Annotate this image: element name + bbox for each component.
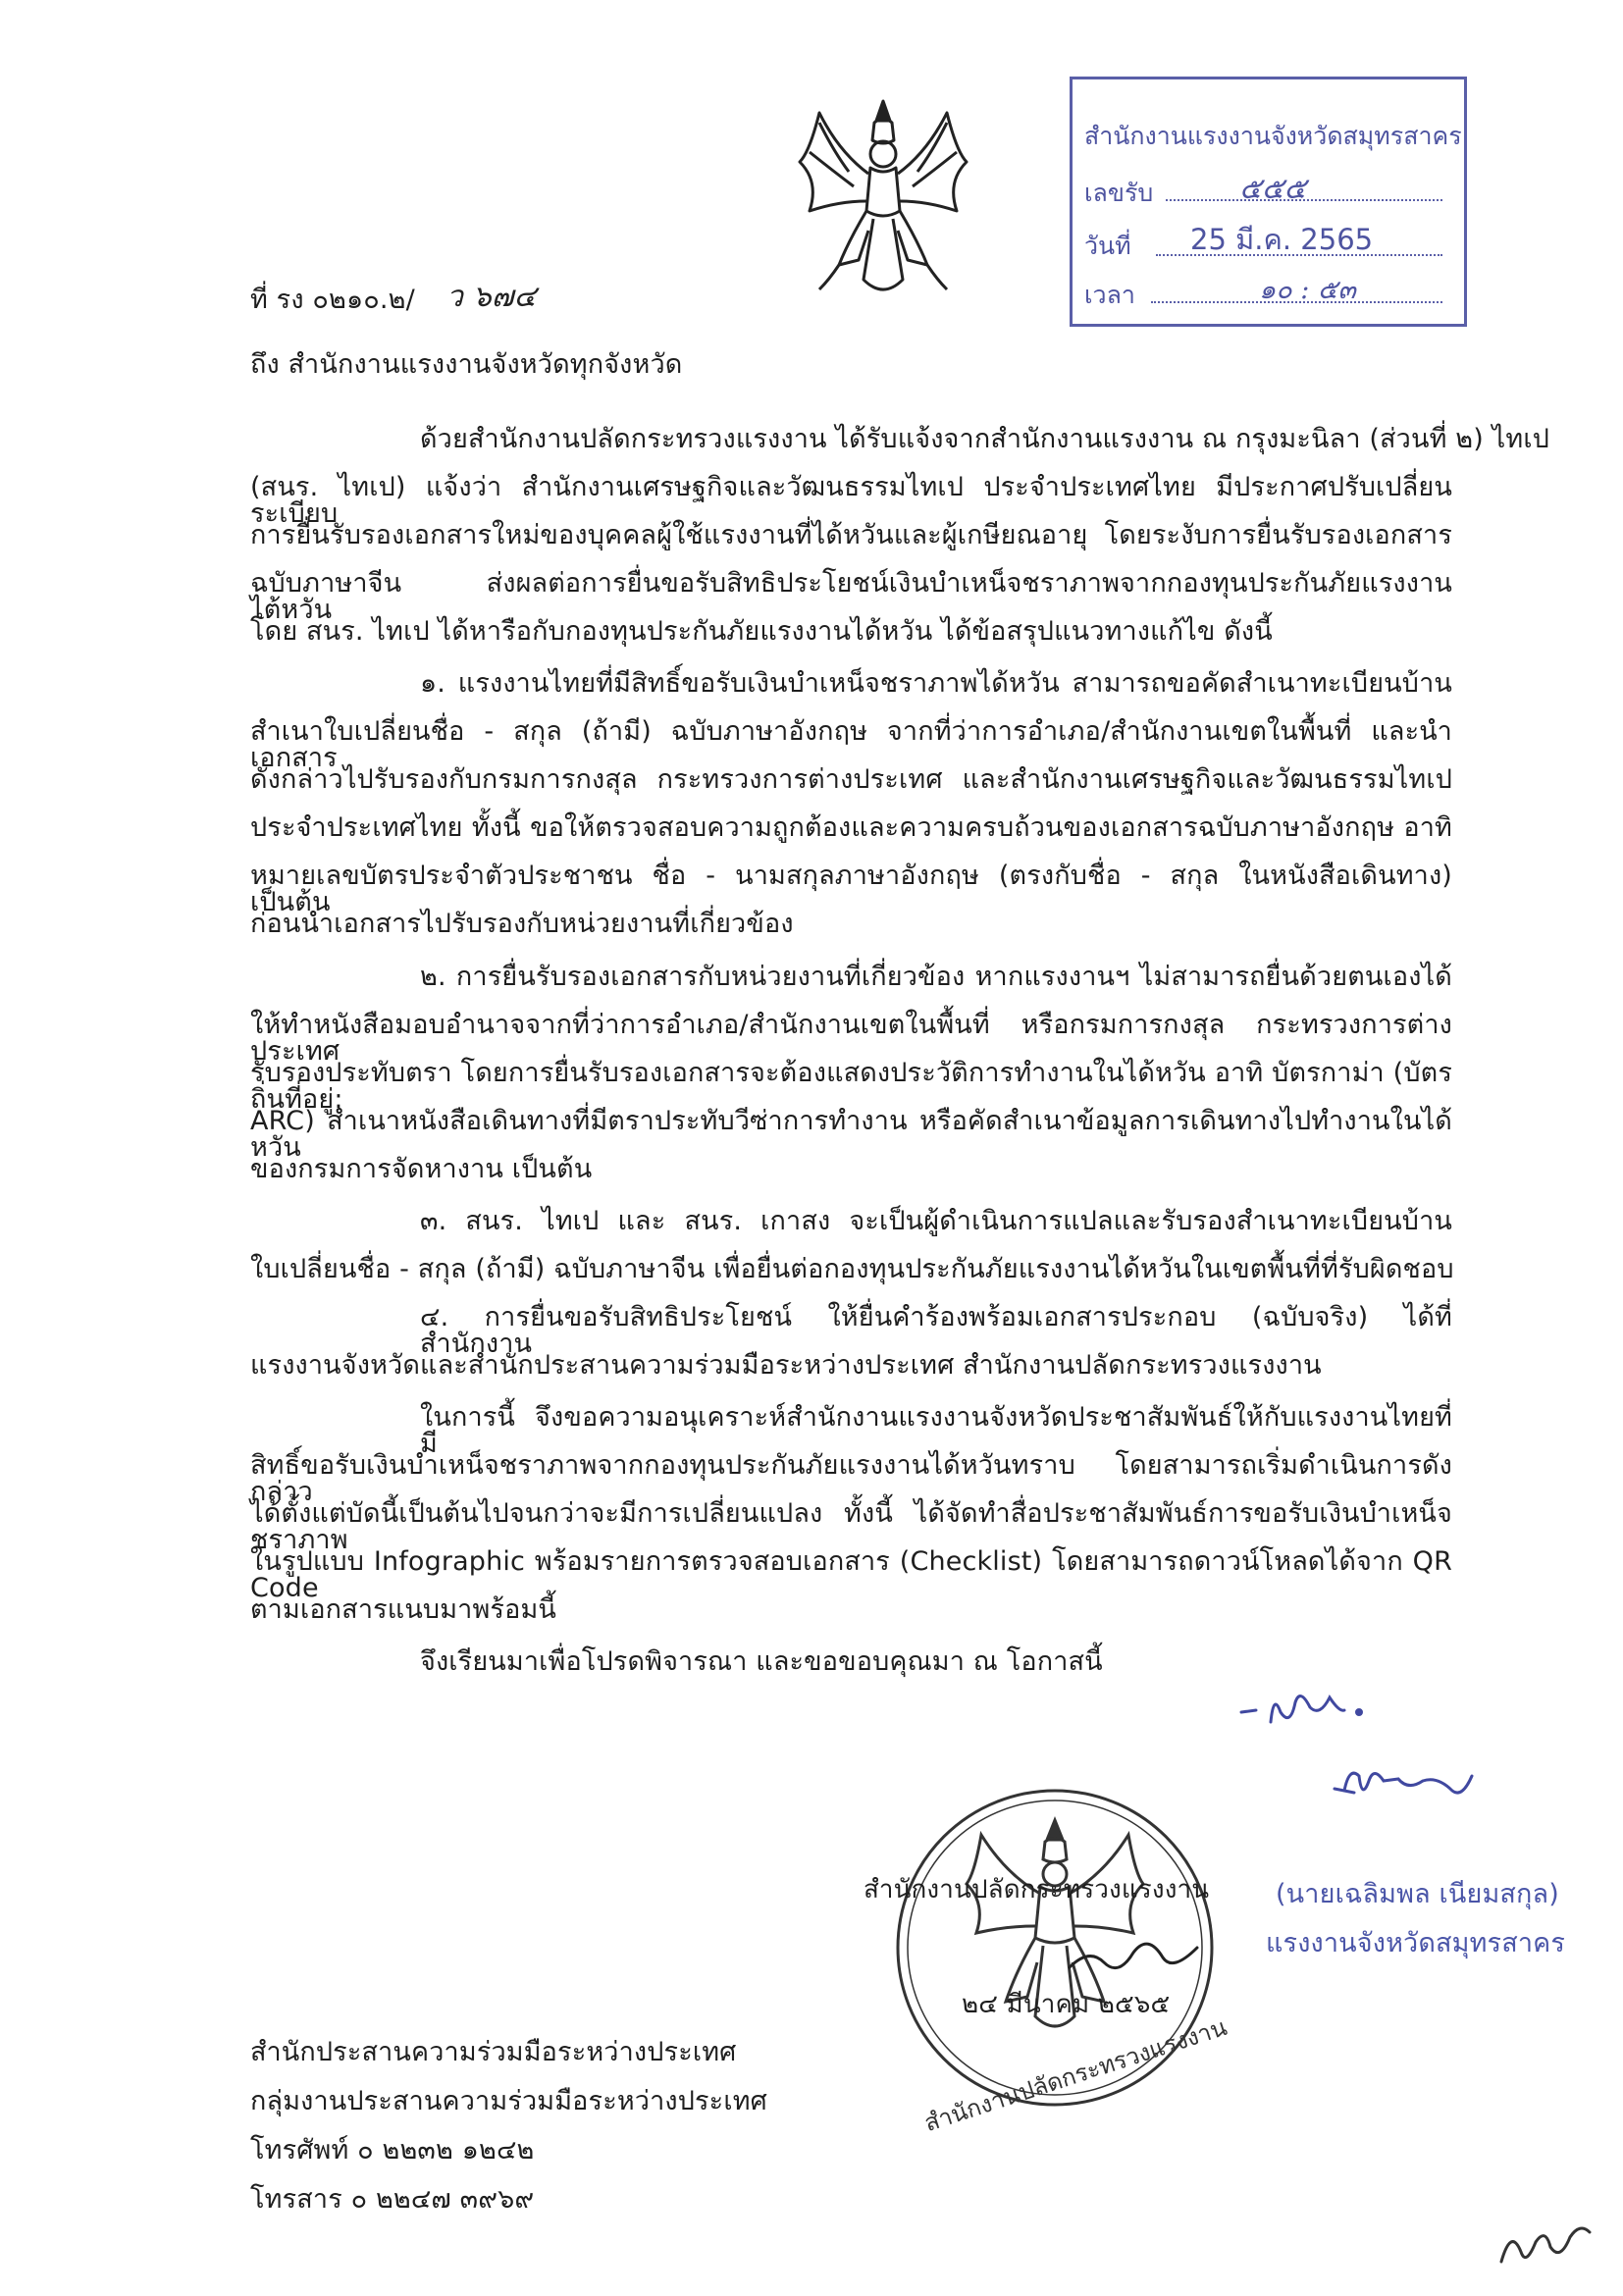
receipt-stamp: [1070, 77, 1467, 327]
p2-line-3: ดังกล่าวไปรับรองกับกรมการกงสุล กระทรวงการต่างประเทศ และสำนักงานเศรษฐกิจและวัฒนธรรมไทเป: [250, 764, 1452, 795]
p1-line-3: การยื่นรับรองเอกสารใหม่ของบุคคลผู้ใช้แรงงานที่ได้หวันและผู้เกษียณอายุ โดยระงับการยื่นรับรองเอกสาร: [250, 520, 1452, 550]
stamp-receipt-label: เลขรับ: [1084, 179, 1154, 207]
corner-initials-icon: [1492, 2208, 1599, 2276]
p5-line-1: ๔. การยื่นขอรับสิทธิประโยชน์ ให้ยื่นคำร้องพร้อมเอกสารประกอบ (ฉบับจริง) ได้ที่สำนักงาน: [420, 1302, 1452, 1359]
stamp-receipt-value: ๕๕๕: [1239, 172, 1307, 206]
footer-fax: โทรสาร ๐ ๒๒๔๗ ๓๙๖๙: [250, 2184, 535, 2215]
p1-line-1: ด้วยสำนักงานปลัดกระทรวงแรงงาน ได้รับแจ้งจากสำนักงานแรงงาน ณ กรุงมะนิลา (ส่วนที่ ๒) ไทเป: [420, 424, 1549, 454]
p6-line-5: ตามเอกสารแนบมาพร้อมนี้: [250, 1594, 557, 1625]
p1-line-2: (สนร. ไทเป) แจ้งว่า สำนักงานเศรษฐกิจและวัฒนธรรมไทเป ประจำประเทศไทย มีประกาศปรับเปลี่ยนระเบียบ: [250, 472, 1452, 529]
signing-date: ๒๔ มีนาคม ๒๕๖๕: [962, 1990, 1171, 2019]
closing-line: จึงเรียนมาเพื่อโปรดพิจารณา และขอขอบคุณมา ณ โอกาสนี้: [420, 1646, 1103, 1677]
p3-line-5: ของกรมการจัดหางาน เป็นต้น: [250, 1154, 593, 1184]
signing-office: สำนักงานปลัดกระทรวงแรงงาน: [864, 1875, 1210, 1905]
p2-line-6: ก่อนนำเอกสารไปรับรองกับหน่วยงานที่เกี่ยวข้อง: [250, 909, 794, 939]
stamp-time-label: เวลา: [1084, 281, 1135, 309]
p3-line-1: ๒. การยื่นรับรองเอกสารกับหน่วยงานที่เกี่ยวข้อง หากแรงงานฯ ไม่สามารถยื่นด้วยตนเองได้: [420, 962, 1452, 992]
p3-line-4: ARC) สำเนาหนังสือเดินทางที่มีตราประทับวีซ่าการทำงาน หรือคัดสำเนาข้อมูลการเดินทางไปทำงานในได้หวัน: [250, 1106, 1452, 1163]
stamp-office: สำนักงานแรงงานจังหวัดสมุทรสาคร: [1084, 122, 1462, 150]
addressee: ถึง สำนักงานแรงงานจังหวัดทุกจังหวัด: [250, 349, 683, 380]
p3-line-2: ให้ทำหนังสือมอบอำนาจจากที่ว่าการอำเภอ/สำนักงานเขตในพื้นที่ หรือกรมการกงสุล กระทรวงการต่างประเทศ: [250, 1010, 1452, 1067]
stamp-date-label: วันที่: [1084, 232, 1131, 260]
p2-line-1: ๑. แรงงานไทยที่มีสิทธิ์ขอรับเงินบำเหน็จชราภาพได้หวัน สามารถขอคัดสำเนาทะเบียนบ้าน: [420, 668, 1452, 699]
p4-line-1: ๓. สนร. ไทเป และ สนร. เกาสง จะเป็นผู้ดำเนินการแปลและรับรองสำเนาทะเบียนบ้าน: [420, 1206, 1452, 1236]
reference-handwritten: ว ๖๗๔: [446, 280, 537, 314]
stamp-date-value: 25 มี.ค. 2565: [1190, 223, 1374, 256]
p1-line-4: ฉบับภาษาจีน ส่งผลต่อการยื่นขอรับสิทธิประโยชน์เงินบำเหน็จชราภาพจากกองทุนประกันภัยแรงงานไต้หวัน: [250, 568, 1452, 625]
p2-line-5: หมายเลขบัตรประจำตัวประชาชน ชื่อ - นามสกุลภาษาอังกฤษ (ตรงกับชื่อ - สกุล ในหนังสือเดินทาง) เป็นต้น: [250, 861, 1452, 917]
stamp-time-value: ๑๐ : ๕๓: [1259, 275, 1356, 305]
reference-number: ที่ รง ๐๒๑๐.๒/: [250, 285, 415, 315]
p1-line-5: โดย สนร. ไทเป ได้หารือกับกองทุนประกันภัยแรงงานได้หวัน ได้ข้อสรุปแนวทางแก้ไข ดังนี้: [250, 616, 1273, 647]
p3-line-3: รับรองประทับตรา โดยการยื่นรับรองเอกสารจะต้องแสดงประวัติการทำงานในได้หวัน อาทิ บัตรกาม่า (บัตรถิ่นที่อยู่:: [250, 1058, 1452, 1115]
p6-line-2: สิทธิ์ขอรับเงินบำเหน็จชราภาพจากกองทุนประกันภัยแรงงานได้หวันทราบ โดยสามารถเริ่มดำเนินการดังกล่าว: [250, 1450, 1452, 1507]
official-signature-icon: [1060, 1928, 1207, 1987]
handwritten-initials-icon: [1236, 1683, 1482, 1850]
p5-line-2: แรงงานจังหวัดและสำนักประสานความร่วมมือระหว่างประเทศ สำนักงานปลัดกระทรวงแรงงาน: [250, 1350, 1322, 1381]
p6-line-4: ในรูปแบบ Infographic พร้อมรายการตรวจสอบเอกสาร (Checklist) โดยสามารถดาวน์โหลดได้จาก QR Code: [250, 1546, 1452, 1603]
annotation-name: (นายเฉลิมพล เนียมสกุล): [1276, 1879, 1559, 1909]
p2-line-2: สำเนาใบเปลี่ยนชื่อ - สกุล (ถ้ามี) ฉบับภาษาอังกฤษ จากที่ว่าการอำเภอ/สำนักงานเขตในพื้นที่ และนำเอกสาร: [250, 716, 1452, 773]
p6-line-1: ในการนี้ จึงขอความอนุเคราะห์สำนักงานแรงงานจังหวัดประชาสัมพันธ์ให้กับแรงงานไทยที่มี: [420, 1402, 1452, 1459]
garuda-emblem-icon: [780, 93, 986, 309]
annotation-title: แรงงานจังหวัดสมุทรสาคร: [1266, 1928, 1566, 1958]
p2-line-4: ประจำประเทศไทย ทั้งนี้ ขอให้ตรวจสอบความถูกต้องและความครบถ้วนของเอกสารฉบับภาษาอังกฤษ อาทิ: [250, 812, 1452, 843]
p4-line-2: ใบเปลี่ยนชื่อ - สกุล (ถ้ามี) ฉบับภาษาจีน เพื่อยื่นต่อกองทุนประกันภัยแรงงานได้หวันในเขตพื้นที่ที่รับผิดชอบ: [250, 1254, 1454, 1284]
footer-phone: โทรศัพท์ ๐ ๒๒๓๒ ๑๒๔๒: [250, 2135, 535, 2166]
p6-line-3: ได้ตั้งแต่บัดนี้เป็นต้นไปจนกว่าจะมีการเปลี่ยนแปลง ทั้งนี้ ได้จัดทำสื่อประชาสัมพันธ์การขอรับเงินบำเหน็จชราภาพ: [250, 1498, 1452, 1555]
footer-dept: สำนักประสานความร่วมมือระหว่างประเทศ: [250, 2037, 737, 2067]
footer-group: กลุ่มงานประสานความร่วมมือระหว่างประเทศ: [250, 2086, 767, 2116]
seal-text: สำนักงานปลัดกระทรวงแรงงาน: [920, 2012, 1230, 2138]
